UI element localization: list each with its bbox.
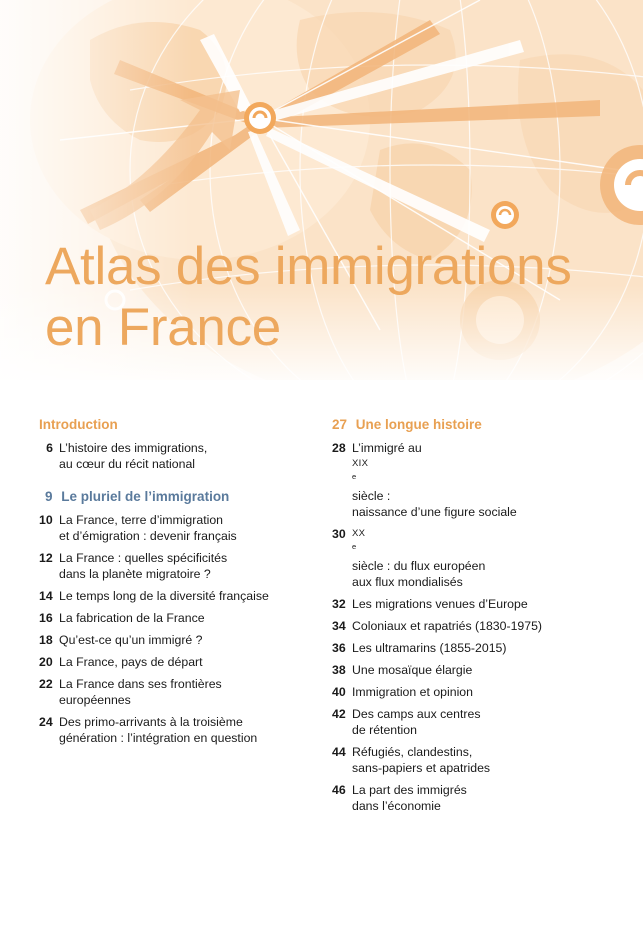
toc-entry-title: La France, pays de départ <box>59 655 203 669</box>
toc-entry-title: La fabrication de la France <box>59 611 205 625</box>
toc-heading-section-1[interactable] <box>39 488 309 506</box>
toc-right-column <box>332 416 622 820</box>
toc-entry[interactable] <box>39 440 309 472</box>
toc-entry[interactable] <box>332 744 622 776</box>
toc-entry-title: L’immigré au XIX $^e$ siècle : naissance d’une figure sociale <box>352 441 517 519</box>
toc-entry-page: 42 <box>332 707 346 721</box>
toc-entry[interactable] <box>39 550 309 582</box>
toc-entry-title: La part des immigrés dans l’économie <box>352 783 467 813</box>
toc-entry-page: 10 <box>39 513 53 527</box>
toc-entry-page: 22 <box>39 677 53 691</box>
toc-entry-title: La France dans ses frontières européennes <box>59 677 222 707</box>
toc-entry[interactable] <box>39 632 309 648</box>
toc-entry-page: 32 <box>332 597 346 611</box>
toc-entry-page: 12 <box>39 551 53 565</box>
toc-heading-section-2[interactable] <box>332 416 622 434</box>
toc-entry-page: 38 <box>332 663 346 677</box>
toc-entry-page: 36 <box>332 641 346 655</box>
toc-entry[interactable] <box>332 440 622 520</box>
toc-entry[interactable] <box>332 640 622 656</box>
toc-entry-page: 24 <box>39 715 53 729</box>
toc-entry-title: L’histoire des immigrations, au cœur du récit national <box>59 441 208 471</box>
title-line-2: en France <box>45 298 281 357</box>
toc-entry-title: Les migrations venues d’Europe <box>352 597 528 611</box>
toc-entry[interactable] <box>332 782 622 814</box>
toc-left-column <box>39 416 309 752</box>
toc-entry-title: La France : quelles spécificités dans la planète migratoire ? <box>59 551 228 581</box>
toc-entry-page: 6 <box>46 441 53 455</box>
toc-entry-page: 46 <box>332 783 346 797</box>
toc-entry-title: Des camps aux centres de rétention <box>352 707 481 737</box>
toc-entry-title: Qu’est-ce qu’un immigré ? <box>59 633 203 647</box>
toc-entry-title: XX $^e$ siècle : du flux européen aux flux mondialisés <box>352 528 486 589</box>
toc-heading-page: 27 <box>332 417 348 432</box>
toc-entry-page: 18 <box>39 633 53 647</box>
toc-entry[interactable] <box>39 588 309 604</box>
toc-entry-title: Une mosaïque élargie <box>352 663 473 677</box>
toc-entry-title: Les ultramarins (1855-2015) <box>352 641 507 655</box>
toc-entry-title: Immigration et opinion <box>352 685 473 699</box>
toc-entry-title: Réfugiés, clandestins, sans-papiers et apatrides <box>352 745 491 775</box>
toc-entry-page: 44 <box>332 745 346 759</box>
toc-entry[interactable] <box>332 618 622 634</box>
title-line-1: Atlas des immigrations <box>45 237 572 296</box>
toc-entry[interactable] <box>332 706 622 738</box>
toc-entry-page: 14 <box>39 589 53 603</box>
toc-heading-page: 9 <box>45 489 53 504</box>
toc-entry-title: Le temps long de la diversité française <box>59 589 269 603</box>
toc-entry-title: La France, terre d’immigration et d’émigration : devenir français <box>59 513 237 543</box>
toc-entry[interactable] <box>39 676 309 708</box>
toc-heading-title: Une longue histoire <box>355 417 482 432</box>
toc-entry-title: Des primo-arrivants à la troisième génération : l’intégration en question <box>59 715 258 745</box>
toc-entry[interactable] <box>332 684 622 700</box>
toc-entry[interactable] <box>332 526 622 590</box>
toc-entry[interactable] <box>332 662 622 678</box>
toc-entry[interactable] <box>39 512 309 544</box>
toc-entry-page: 16 <box>39 611 53 625</box>
toc-entry-page: 34 <box>332 619 346 633</box>
toc-heading-title: Le pluriel de l’immigration <box>61 489 230 504</box>
toc-entry[interactable] <box>39 714 309 746</box>
toc-entry-page: 40 <box>332 685 346 699</box>
toc-entry-page: 28 <box>332 441 346 455</box>
page-title <box>45 236 572 358</box>
toc-entry[interactable] <box>39 654 309 670</box>
toc-entry[interactable] <box>332 596 622 612</box>
toc-heading-introduction: Introduction <box>39 417 118 432</box>
toc-entry-page: 20 <box>39 655 53 669</box>
toc-entry-title: Coloniaux et rapatriés (1830-1975) <box>352 619 543 633</box>
toc-entry[interactable] <box>39 610 309 626</box>
toc-entry-page: 30 <box>332 527 346 541</box>
